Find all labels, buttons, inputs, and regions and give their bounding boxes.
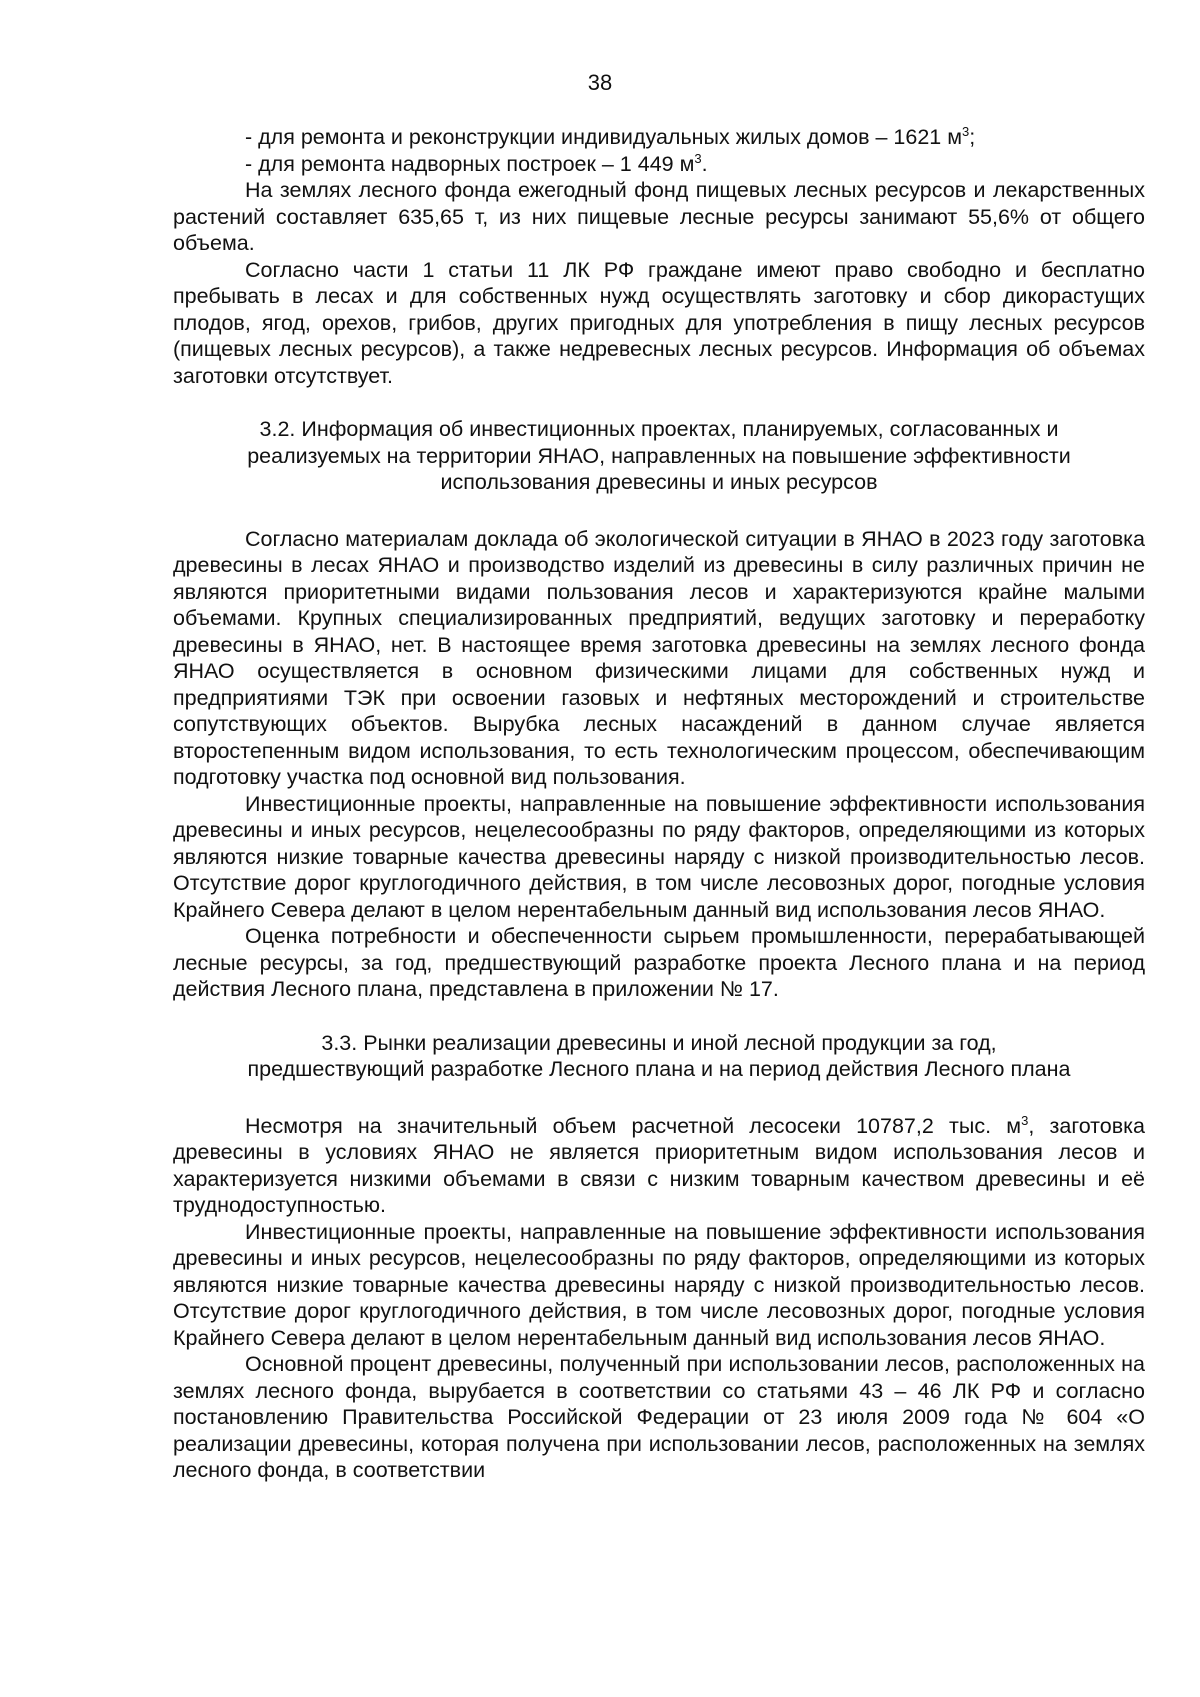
paragraph-assessment: Оценка потребности и обеспеченности сырьем промышленности, перерабатывающей лесные ресурсы, за год, предшествующий разработке проекта Лесного плана и на период действия Лесного плана, представлена в приложении № 17. (173, 924, 1145, 1001)
heading-line: предшествующий разработке Лесного плана и на период действия Лесного плана (247, 1057, 1071, 1081)
heading-line: 3.3. Рынки реализации древесины и иной лесной продукции за год, (321, 1030, 997, 1055)
paragraph-law-article: Согласно части 1 статьи 11 ЛК РФ граждане имеют право свободно и бесплатно пребывать в лесах и для собственных нужд осуществлять заготовку и сбор дикорастущих плодов, ягод, орехов, грибов, других пригодных для употребления в пищу лесных ресурсов (пищевых лесных ресурсов), а также недревесных лесных ресурсов. Информация об объемах заготовки отсутствует. (173, 257, 1145, 388)
paragraph-text: Несмотря на значительный объем расчетной лесосеки 10787,2 тыс. м (245, 1113, 1022, 1138)
page-content (173, 124, 1145, 1484)
superscript: 3 (962, 124, 970, 139)
paragraph-investment-projects-2: Инвестиционные проекты, направленные на повышение эффективности использования древесины и иных ресурсов, нецелесообразны по ряду факторов, определяющими из которых являются низкие товарные качества древесины наряду с низкой производительностью лесов. Отсутствие дорог круглогодичного действия, в том числе лесовозных дорог, погодные условия Крайнего Севера делают в целом нерентабельным данный вид использования лесов ЯНАО. (173, 1219, 1145, 1350)
list-item-text: - для ремонта и реконструкции индивидуальных жилых домов – 1621 м (245, 125, 962, 149)
heading-line: реализуемых на территории ЯНАО, направленных на повышение эффективности (247, 443, 1071, 468)
page-number: 38 (587, 70, 613, 95)
superscript: 3 (1021, 1112, 1029, 1128)
paragraph-timber-sale: Основной процент древесины, полученный при использовании лесов, расположенных на землях лесного фонда, вырубается в соответствии со статьями 43 – 46 ЛК РФ и согласно постановлению Правительства Российской Федерации от 23 июля 2009 года № 604 «О реализации древесины, которая получена при использовании лесов, расположенных на землях лесного фонда, в соответствии (173, 1352, 1145, 1482)
superscript: 3 (694, 150, 702, 166)
list-item-suffix: ; (969, 125, 976, 149)
heading-line: использования древесины и иных ресурсов (440, 470, 878, 494)
paragraph-text: , заготовка древесины в условиях ЯНАО не является приоритетным видом использования лесов и характеризуется низкими объемами в связи с низким товарным качеством древесины и её труднодоступностью. (173, 1113, 1145, 1217)
list-item-suffix: . (701, 151, 708, 176)
paragraph-allowable-cut (173, 1113, 1145, 1219)
paragraph-food-resources: На землях лесного фонда ежегодный фонд пищевых лесных ресурсов и лекарственных растений составляет 635,65 т, из них пищевые лесные ресурсы занимают 55,6% от общего объема. (173, 178, 1145, 255)
paragraph-investment-projects: Инвестиционные проекты, направленные на повышение эффективности использования древесины и иных ресурсов, нецелесообразны по ряду факторов, определяющими из которых являются низкие товарные качества древесины наряду с низкой производительностью лесов. Отсутствие дорог круглогодичного действия, в том числе лесовозных дорог, погодные условия Крайнего Севера делают в целом нерентабельным данный вид использования лесов ЯНАО. (173, 791, 1145, 922)
list-item-repair-houses (173, 124, 1145, 151)
section-3-2-heading (173, 416, 1145, 496)
list-item-repair-outbuildings (173, 151, 1145, 178)
section-3-3-heading (173, 1030, 1145, 1083)
paragraph-ecology-report: Согласно материалам доклада об экологической ситуации в ЯНАО в 2023 году заготовка древесины в лесах ЯНАО и производство изделий из древесины в силу различных причин не являются приоритетными видами пользования лесов и характеризуются крайне малыми объемами. Крупных специализированных предприятий, ведущих заготовку и переработку древесины в ЯНАО, нет. В настоящее время заготовка древесины на землях лесного фонда ЯНАО осуществляется в основном физическими лицами для собственных нужд и предприятиями ТЭК при освоении газовых и нефтяных месторождений и строительстве сопутствующих объектов. Вырубка лесных насаждений в данном случае является второстепенным видом использования, то есть технологическим процессом, обеспечивающим подготовку участка под основной вид пользования. (173, 526, 1145, 789)
heading-line: 3.2. Информация об инвестиционных проектах, планируемых, согласованных и (259, 417, 1059, 441)
list-item-text: - для ремонта надворных построек – 1 449 м (245, 151, 695, 176)
